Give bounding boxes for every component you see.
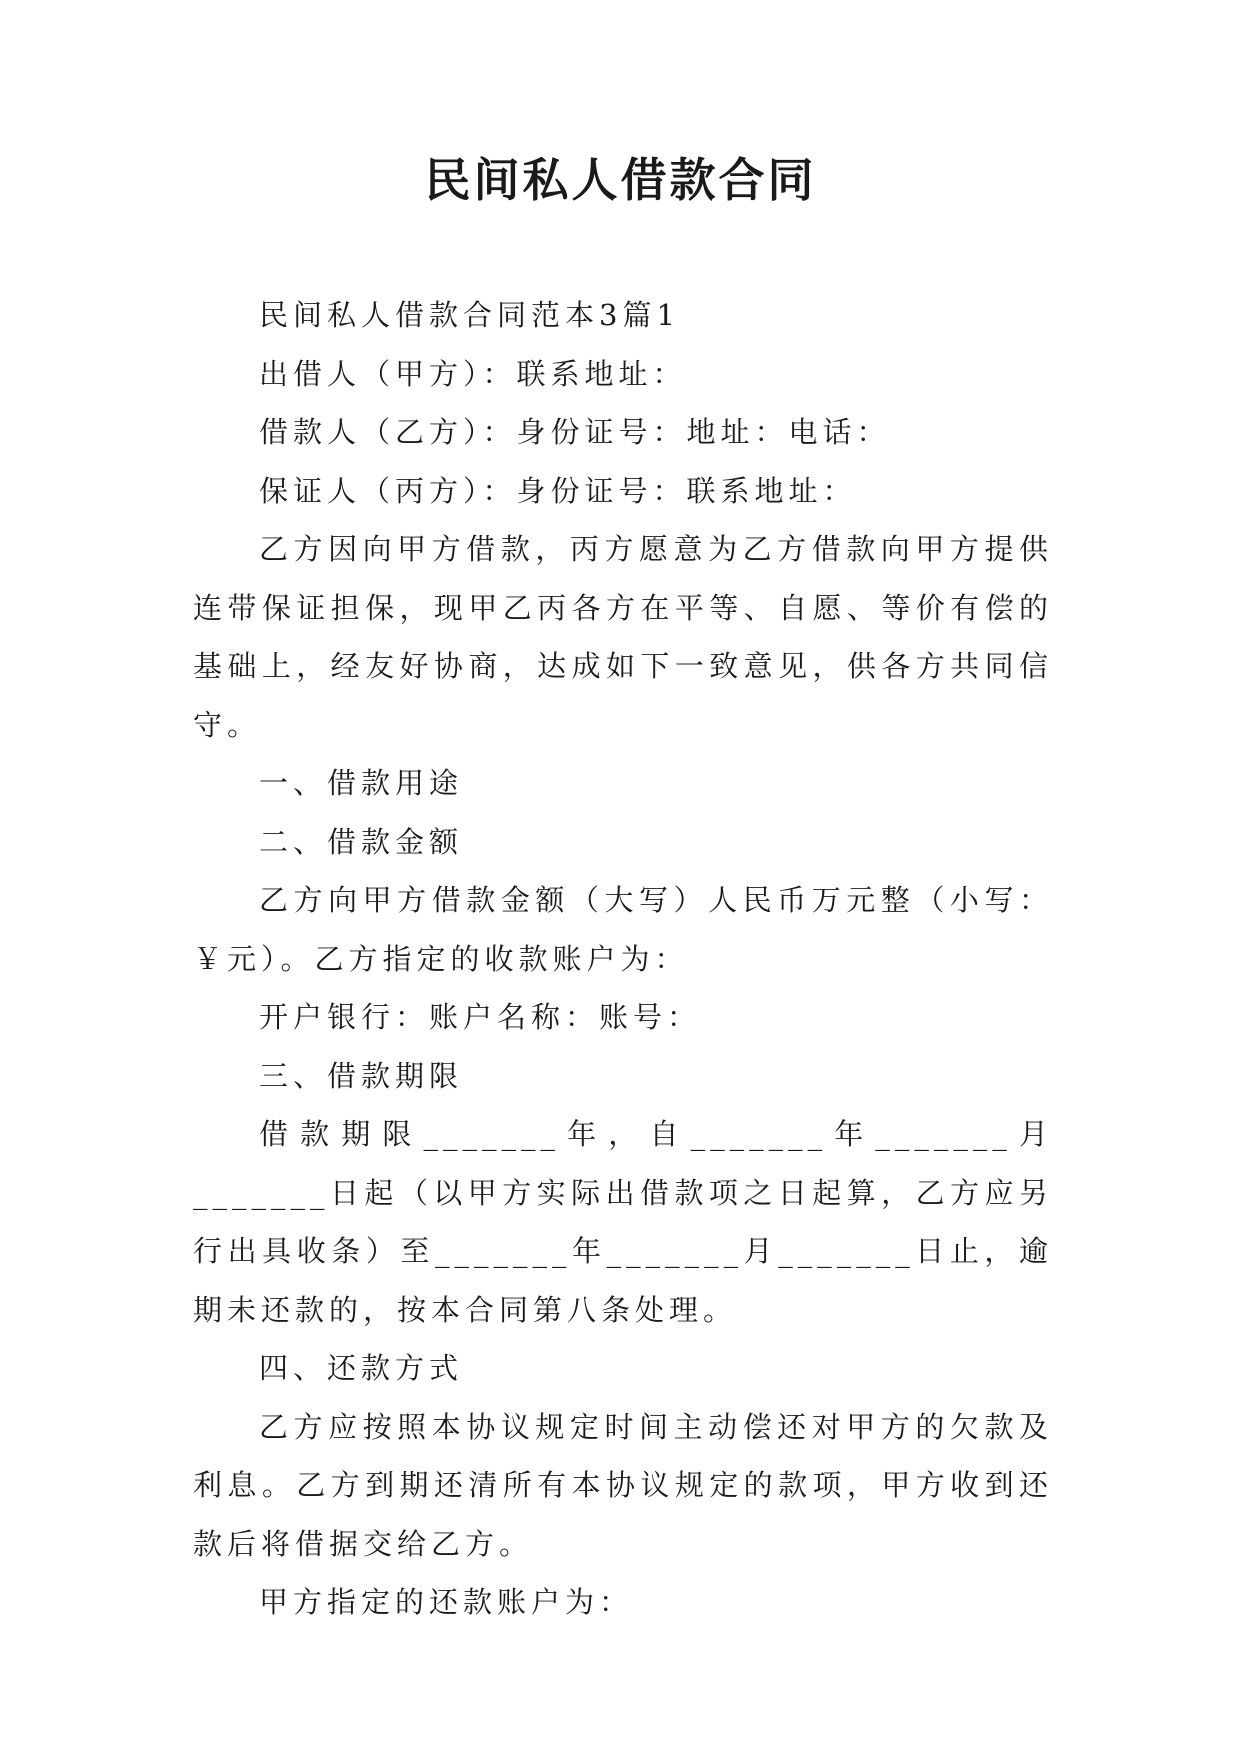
- paragraph-repayment-account: 甲方指定的还款账户为：: [259, 1585, 634, 1619]
- paragraph-preamble: 乙方因向甲方借款，丙方愿意为乙方借款向甲方提供连带保证担保，现甲乙丙各方在平等、自愿、等价有偿的基础上，经友好协商，达成如下一致意见，供各方共同信守。: [193, 532, 1053, 742]
- document-body: [193, 286, 1053, 1632]
- paragraph-lender: 出借人（甲方）：联系地址：: [259, 356, 687, 391]
- paragraph-subtitle: 民间私人借款合同范本3篇1: [259, 298, 680, 332]
- section-heading-purpose: 一、借款用途: [259, 766, 464, 800]
- section-heading-amount: 二、借款金额: [259, 824, 464, 859]
- section-heading-term: 三、借款期限: [259, 1058, 464, 1093]
- paragraph-guarantor: 保证人（丙方）：身份证号：联系地址：: [259, 473, 857, 508]
- paragraph-repayment: 乙方应按照本协议规定时间主动偿还对甲方的欠款及利息。乙方到期还清所有本协议规定的款项，甲方收到还款后将借据交给乙方。: [193, 1409, 1053, 1561]
- document-title: 民间私人借款合同: [424, 153, 817, 207]
- paragraph-borrower: 借款人（乙方）：身份证号：地址：电话：: [259, 415, 891, 449]
- paragraph-term: 借款期限_______年，自_______年_______月_______日起（以甲方实际出借款项之日起算，乙方应另行出具收条）至_______年_______月_______日止，逾期未还款的，按本合同第八条处理。: [193, 1117, 1053, 1327]
- paragraph-amount: 乙方向甲方借款金额（大写）人民币万元整（小写：￥元）。乙方指定的收款账户为：: [193, 883, 1053, 976]
- section-heading-repayment: 四、还款方式: [259, 1351, 464, 1385]
- paragraph-bank-account: 开户银行：账户名称：账号：: [259, 1000, 702, 1034]
